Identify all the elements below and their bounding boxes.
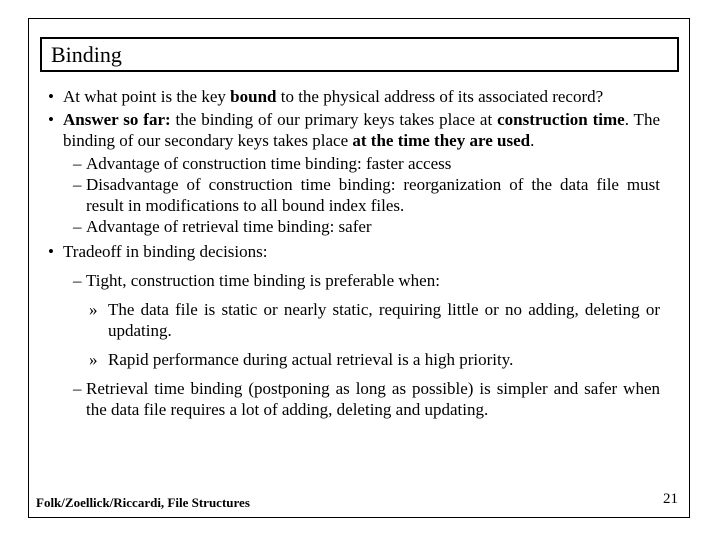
guillemet-marker: » [89,300,98,319]
bold-term: bound [230,87,277,106]
bullet-binding-question [48,86,660,107]
slide-content [48,86,660,420]
bullet-marker: • [48,242,54,261]
bullet-marker: • [48,87,54,106]
page-number: 21 [663,491,678,507]
sub-bullet [48,378,660,420]
bullet-text: Tradeoff in binding decisions: [63,242,268,261]
sub-sub-bullet-text: The data file is static or nearly static, requiring little or no adding, deleting or updating. [108,300,660,340]
sub-sub-bullet-text: Rapid performance during actual retrieval is a high priority. [108,350,514,369]
slide-title: Binding [40,37,679,72]
text-run: to the physical address of its associated record? [276,87,604,106]
dash-marker: – [73,217,82,236]
sub-bullet-text: Advantage of retrieval time binding: safer [86,217,372,236]
text-run: the binding of our primary keys takes place at [170,110,498,129]
bullet-marker: • [48,110,54,129]
sub-bullet-text: Tight, construction time binding is preferable when: [86,271,440,290]
bold-term: construction time [497,110,625,129]
dash-marker: – [73,379,82,398]
sub-bullet [48,174,660,216]
bold-term: Answer so far: [63,110,171,129]
sub-bullet-text: Advantage of construction time binding: faster access [86,154,452,173]
text-run: . [530,131,535,150]
bullet-answer [48,109,660,151]
sub-bullet-text: Retrieval time binding (postponing as long as possible) is simpler and safer when the data file requires a lot of adding, deleting and updating. [86,379,660,419]
bullet-tradeoff [48,241,660,262]
footer-credit: Folk/Zoellick/Riccardi, File Structures [36,495,250,510]
guillemet-marker: » [89,350,98,369]
sub-bullet-text: Disadvantage of construction time binding: reorganization of the data file must result in modifications to all bound index files. [86,175,660,215]
sub-bullet [48,216,660,237]
text-run: . The binding of our secondary keys takes place [63,110,660,150]
bold-term: at the time they are used [352,131,531,150]
sub-sub-bullet [48,299,660,341]
dash-marker: – [73,271,82,290]
dash-marker: – [73,154,82,173]
dash-marker: – [73,175,82,194]
sub-bullet [48,270,660,291]
sub-sub-bullet [48,349,660,370]
text-run: At what point is the key [63,87,231,106]
sub-bullet [48,153,660,174]
